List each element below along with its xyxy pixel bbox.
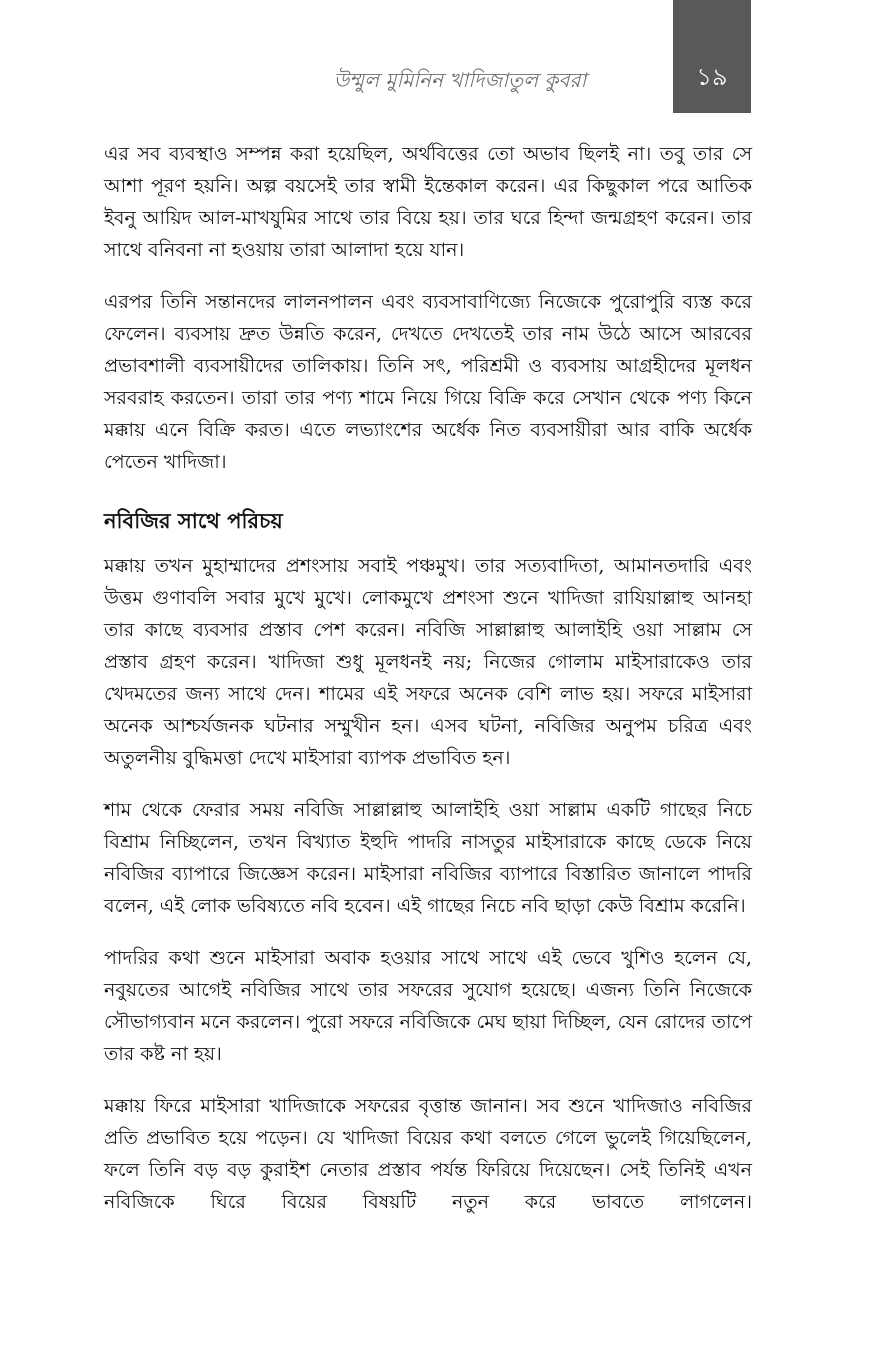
section-heading: নবিজির সাথে পরিচয়	[104, 509, 283, 533]
running-header-title: উম্মুল মুমিনিন খাদিজাতুল কুবরা	[333, 68, 587, 92]
body-paragraph: এরপর তিনি সন্তানদের লালনপালন এবং ব্যবসাবাণিজ্যে নিজেকে পুরোপুরি ব্যস্ত করে ফেলেন। ব্যবসায় দ্রুত উন্নতি করেন, দেখতে দেখতেই তার নাম উঠে আসে আরবের প্রভাবশালী ব্যবসায়ীদের তালিকায়। তিনি সৎ, পরিশ্রমী ও ব্যবসায় আগ্রহীদের মূলধন সরবরাহ করতেন। তারা তার পণ্য শামে নিয়ে গিয়ে বিক্রি করে সেখান থেকে পণ্য কিনে মক্কায় এনে বিক্রি করত। এতে লভ্যাংশের অর্ধেক নিত ব্যবসায়ীরা আর বাকি অর্ধেক পেতেন খাদিজা।	[104, 291, 752, 473]
body-paragraph: মক্কায় ফিরে মাইসারা খাদিজাকে সফরের বৃত্তান্ত জানান। সব শুনে খাদিজাও নবিজির প্রতি প্রভাবিত হয়ে পড়েন। যে খাদিজা বিয়ের কথা বলতে গেলে ভুলেই গিয়েছিলেন, ফলে তিনি বড় বড় কুরাইশ নেতার প্রস্তাব পর্যন্ত ফিরিয়ে দিয়েছেন। সেই তিনিই এখন নবিজিকে ঘিরে বিয়ের বিষয়টি নতুন করে ভাবতে লাগলেন।	[104, 1095, 752, 1213]
body-paragraph: পাদরির কথা শুনে মাইসারা অবাক হওয়ার সাথে সাথে এই ভেবে খুশিও হলেন যে, নবুয়তের আগেই নবিজির সাথে তার সফরের সুযোগ হয়েছে। এজন্য তিনি নিজেকে সৌভাগ্যবান মনে করলেন। পুরো সফরে নবিজিকে মেঘ ছায়া দিচ্ছিল, যেন রোদের তাপে তার কষ্ট না হয়।	[104, 947, 752, 1065]
body-paragraph: মক্কায় তখন মুহাম্মাদের প্রশংসায় সবাই পঞ্চমুখ। তার সত্যবাদিতা, আমানতদারি এবং উত্তম গুণাবলি সবার মুখে মুখে। লোকমুখে প্রশংসা শুনে খাদিজা রাযিয়াল্লাহু আনহা তার কাছে ব্যবসার প্রস্তাব পেশ করেন। নবিজি সাল্লাল্লাহু আলাইহি ওয়া সাল্লাম সে প্রস্তাব গ্রহণ করেন। খাদিজা শুধু মূলধনই নয়; নিজের গোলাম মাইসারাকেও তার খেদমতের জন্য সাথে দেন। শামের এই সফরে অনেক বেশি লাভ হয়। সফরে মাইসারা অনেক আশ্চর্যজনক ঘটনার সম্মুখীন হন। এসব ঘটনা, নবিজির অনুপম চরিত্র এবং অতুলনীয় বুদ্ধিমত্তা দেখে মাইসারা ব্যাপক প্রভাবিত হন।	[104, 555, 752, 769]
body-paragraph: শাম থেকে ফেরার সময় নবিজি সাল্লাল্লাহু আলাইহি ওয়া সাল্লাম একটি গাছের নিচে বিশ্রাম নিচ্ছিলেন, তখন বিখ্যাত ইহুদি পাদরি নাসতুর মাইসারাকে কাছে ডেকে নিয়ে নবিজির ব্যাপারে জিজ্ঞেস করেন। মাইসারা নবিজির ব্যাপারে বিস্তারিত জানালে পাদরি বলেন, এই লোক ভবিষ্যতে নবি হবেন। এই গাছের নিচে নবি ছাড়া কেউ বিশ্রাম করেনি।	[104, 799, 752, 917]
page-number-tab	[673, 0, 751, 113]
body-paragraph: এর সব ব্যবস্থাও সম্পন্ন করা হয়েছিল, অর্থবিত্তের তো অভাব ছিলই না। তবু তার সে আশা পূরণ হয়নি। অল্প বয়সেই তার স্বামী ইন্তেকাল করেন। এর কিছুকাল পরে আতিক ইবনু আয়িদ আল-মাখযুমির সাথে তার বিয়ে হয়। তার ঘরে হিন্দা জন্মগ্রহণ করেন। তার সাথে বনিবনা না হওয়ায় তারা আলাদা হয়ে যান।	[104, 143, 752, 261]
page-body	[104, 138, 752, 1238]
page-number: ১৯	[696, 63, 728, 91]
